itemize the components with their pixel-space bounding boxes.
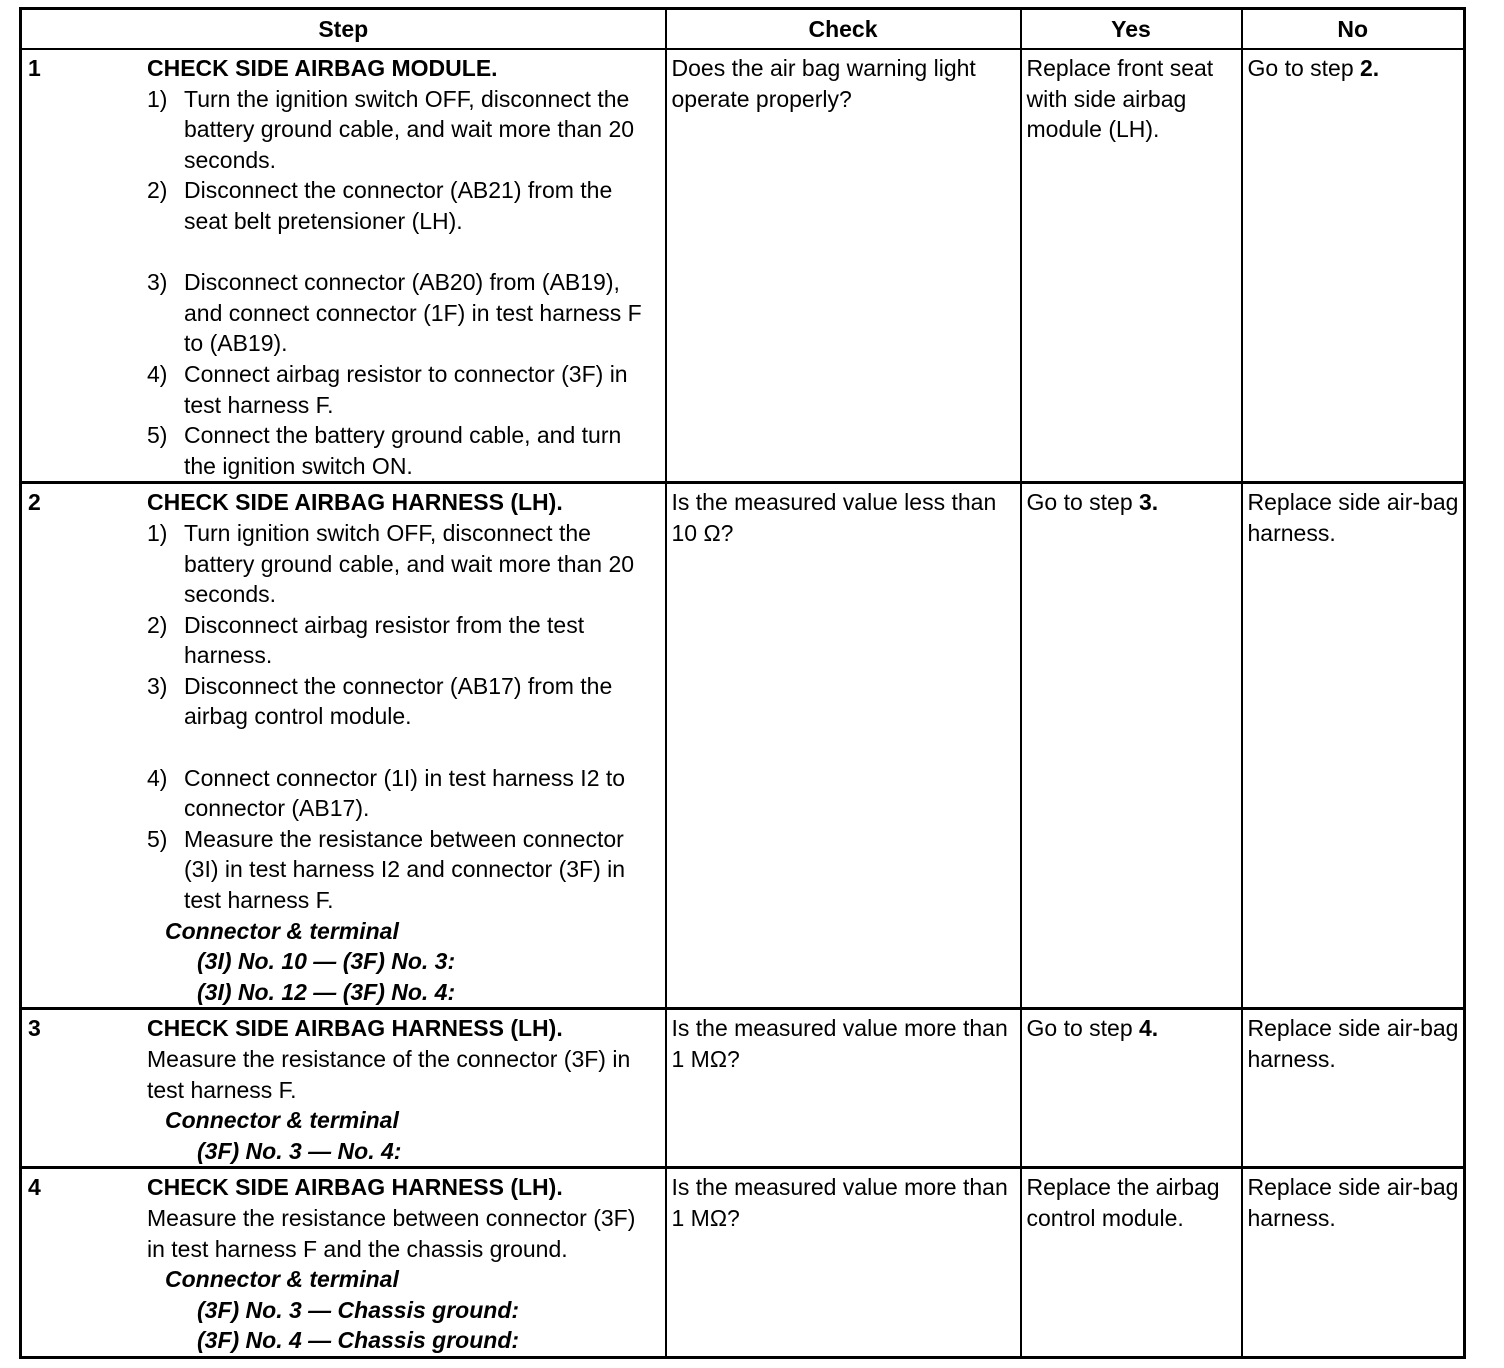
connector-heading: Connector & terminal <box>165 1107 399 1134</box>
header-yes: Yes <box>1021 9 1242 50</box>
substep: 1) Turn ignition switch OFF, disconnect the battery ground cable, and wait more than 20 seconds. <box>147 519 635 608</box>
substep: 3) Disconnect connector (AB20) from (AB19), and connect connector (1F) in test harness F to (AB19). <box>147 269 642 357</box>
no-cell: Replace side air-bag harness. <box>1242 1168 1465 1358</box>
terminal-spec: (3F) No. 3 — Chassis ground: <box>197 1296 520 1323</box>
substep: 5) Connect the battery ground cable, and turn the ignition switch ON. <box>147 422 622 479</box>
step-title: CHECK SIDE AIRBAG HARNESS (LH). <box>147 1015 563 1042</box>
substep: 3) Disconnect the connector (AB17) from the airbag control module. <box>147 672 613 730</box>
no-cell: Replace side air-bag harness. <box>1242 483 1465 1009</box>
connector-heading: Connector & terminal <box>165 917 399 944</box>
yes-cell: Replace front seat with side airbag module (LH). <box>1021 49 1242 483</box>
check-cell: Does the air bag warning light operate properly? <box>666 49 1021 483</box>
step-number: 3 <box>28 1015 41 1042</box>
step-number: 2 <box>28 489 41 516</box>
step-number: 1 <box>28 55 41 81</box>
table-row <box>21 483 1465 1009</box>
step-title: CHECK SIDE AIRBAG HARNESS (LH). <box>147 489 563 516</box>
step-description: Measure the resistance between connector (3F) in test harness F and the chassis ground. <box>147 1204 636 1262</box>
substep: 4) Connect connector (1I) in test harness I2 to connector (AB17). <box>147 764 626 822</box>
header-check: Check <box>666 9 1021 50</box>
substep: 5) Measure the resistance between connector (3I) in test harness I2 and connector (3F) in test harness F. <box>147 825 626 914</box>
yes-cell: Go to step 3. <box>1021 483 1242 1009</box>
step-cell <box>21 483 666 1009</box>
step-cell <box>21 1009 666 1168</box>
step-description: Measure the resistance of the connector (3F) in test harness F. <box>147 1046 631 1103</box>
check-cell: Is the measured value more than 1 MΩ? <box>666 1009 1021 1168</box>
table-row <box>21 1168 1465 1358</box>
no-cell: Replace side air-bag harness. <box>1242 1009 1465 1168</box>
substep: 2) Disconnect the connector (AB21) from the seat belt pretensioner (LH). <box>147 177 613 234</box>
step-cell <box>21 1168 666 1358</box>
yes-cell: Replace the airbag control module. <box>1021 1168 1242 1358</box>
header-row <box>21 9 1465 50</box>
step-cell <box>21 49 666 483</box>
check-cell: Is the measured value more than 1 MΩ? <box>666 1168 1021 1358</box>
terminal-spec: (3F) No. 4 — Chassis ground: <box>197 1327 520 1354</box>
diagnostic-table <box>19 7 1466 1359</box>
header-no: No <box>1242 9 1465 50</box>
terminal-spec: (3I) No. 10 — (3F) No. 3: <box>197 948 456 975</box>
substep: 4) Connect airbag resistor to connector (3F) in test harness F. <box>147 360 628 418</box>
yes-cell: Go to step 4. <box>1021 1009 1242 1168</box>
substep: 1) Turn the ignition switch OFF, disconnect the battery ground cable, and wait more than 20 seconds. <box>147 85 635 173</box>
terminal-spec: (3I) No. 12 — (3F) No. 4: <box>197 978 456 1005</box>
substep: 2) Disconnect airbag resistor from the test harness. <box>147 611 585 669</box>
connector-heading: Connector & terminal <box>165 1266 399 1293</box>
terminal-spec: (3F) No. 3 — No. 4: <box>197 1137 402 1164</box>
step-title: CHECK SIDE AIRBAG MODULE. <box>147 55 498 81</box>
step-title: CHECK SIDE AIRBAG HARNESS (LH). <box>147 1174 563 1201</box>
no-cell: Go to step 2. <box>1242 49 1465 483</box>
step-number: 4 <box>28 1174 41 1201</box>
table-row <box>21 1009 1465 1168</box>
table-row <box>21 49 1465 483</box>
header-step: Step <box>21 9 666 50</box>
check-cell: Is the measured value less than 10 Ω? <box>666 483 1021 1009</box>
